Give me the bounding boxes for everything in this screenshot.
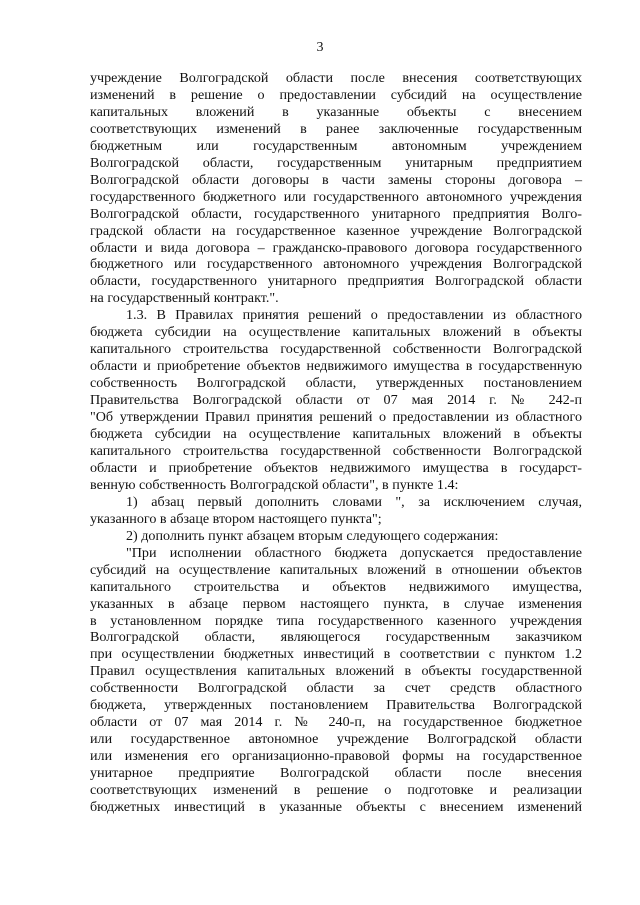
- text-line: Правил осуществления капитальных вложений в объекты государственной: [90, 663, 582, 680]
- text-line: области, государственного унитарного предприятия Волгоградской области: [90, 273, 582, 290]
- text-line: унитарное предприятие Волгоградской области после внесения: [90, 765, 582, 782]
- text-line: собственность Волгоградской области, утвержденных постановлением: [90, 375, 582, 392]
- text-line: капитального строительства государственной собственности Волгоградской: [90, 341, 582, 358]
- text-line: 1) абзац первый дополнить словами ", за исключением случая,: [126, 493, 582, 510]
- text-line: указанных в абзаце первом настоящего пункта, в случае изменения: [90, 595, 582, 612]
- text-line: бюджета, утвержденных постановлением Правительства Волгоградской: [90, 697, 582, 714]
- text-line: бюджетным или государственным автономным учреждением: [90, 137, 582, 154]
- text-line: Волгоградской области, являющегося государственным заказчиком: [90, 629, 582, 646]
- document-body: [90, 70, 582, 816]
- text-line: капитального строительства и объектов недвижимого имущества,: [90, 578, 582, 595]
- text-line: бюджета субсидии на осуществление капитальных вложений в объекты: [90, 426, 582, 443]
- text-line: венную собственность Волгоградской области", в пункте 1.4:: [90, 476, 459, 493]
- text-line: 1.3. В Правилах принятия решений о предоставлении из областного: [126, 307, 582, 324]
- text-line: указанного в абзаце втором настоящего пункта";: [90, 510, 382, 527]
- text-line: капитального строительства государственной собственности Волгоградской: [90, 442, 582, 459]
- text-line: области от 07 мая 2014 г. № 240-п, на государственное бюджетное: [90, 714, 582, 731]
- text-line: бюджета субсидии на осуществление капитальных вложений в объекты: [90, 324, 582, 341]
- text-line: Волгоградской области договоры в части замены стороны договора –: [90, 171, 582, 188]
- text-line: при осуществлении бюджетных инвестиций в соответствии с пунктом 1.2: [90, 646, 582, 663]
- text-line: области и приобретение объектов недвижимого имущества в государственную: [90, 358, 582, 375]
- text-line: или государственное автономное учреждение Волгоградской области: [90, 731, 582, 748]
- text-line: бюджетного или государственного автономного учреждения Волгоградской: [90, 256, 582, 273]
- text-line: бюджетных инвестиций в указанные объекты с внесением изменений: [90, 798, 582, 815]
- text-line: 2) дополнить пункт абзацем вторым следующего содержания:: [126, 527, 499, 544]
- text-line: области и приобретение объектов недвижимого имущества в государст-: [90, 459, 582, 476]
- text-line: Волгоградской области, государственным унитарным предприятием: [90, 154, 582, 171]
- text-line: соответствующих изменений в ранее заключенные государственным: [90, 120, 582, 137]
- text-line: собственности Волгоградской области за счет средств областного: [90, 680, 582, 697]
- text-line: или изменения его организационно-правовой формы на государственное: [90, 748, 582, 765]
- text-line: соответствующих изменений в решение о подготовке и реализации: [90, 782, 582, 799]
- text-line: на государственный контракт.".: [90, 290, 279, 307]
- text-line: субсидий на осуществление капитальных вложений в отношении объектов: [90, 561, 582, 578]
- text-line: области и вида договора – гражданско-правового договора государственного: [90, 239, 582, 256]
- text-line: учреждение Волгоградской области после внесения соответствующих: [90, 70, 582, 86]
- text-line: градской области на государственное казенное учреждение Волгоградской: [90, 222, 582, 239]
- text-line: в установленном порядке типа государственного казенного учреждения: [90, 612, 582, 629]
- text-line: "При исполнении областного бюджета допускается предоставление: [126, 544, 582, 561]
- text-line: Правительства Волгоградской области от 07 мая 2014 г. № 242-п: [90, 392, 582, 409]
- text-line: государственного бюджетного или государственного автономного учреждения: [90, 188, 582, 205]
- page-number: 3: [316, 40, 324, 55]
- text-line: изменений в решение о предоставлении субсидий на осуществление: [90, 86, 582, 103]
- text-line: Волгоградской области, государственного унитарного предприятия Волго-: [90, 205, 582, 222]
- text-line: капитальных вложений в указанные объекты с внесением: [90, 103, 582, 120]
- text-line: "Об утверждении Правил принятия решений о предоставлении из областного: [90, 409, 582, 426]
